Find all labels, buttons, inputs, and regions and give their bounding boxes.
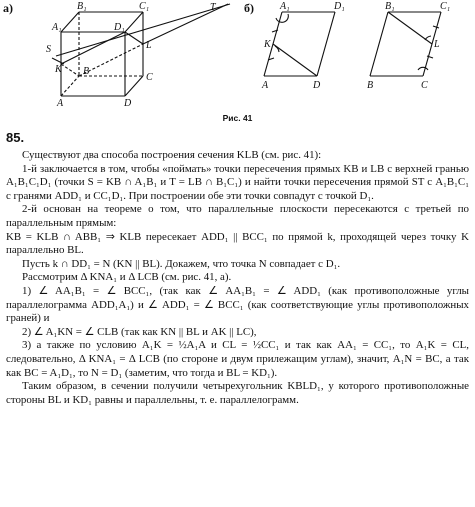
label-b-c: C: [421, 80, 428, 91]
paragraph: 3) а также по условию A₁K = ½A₁A и CL = ½CC₁ и так как AA₁ = CC₁, то A₁K = CL, следовательно, Δ KNA₁ = Δ LCB (по стороне и двум прилежащим углам), значит, A₁N = BC, а так как BC = A₁D₁, то N = D₁ (заметим, что тогда и BL = KD₁).: [6, 339, 469, 379]
b-angle-l: [425, 36, 431, 40]
figure-41: [0, 0, 475, 112]
b-left-kd: [273, 44, 317, 76]
paragraph: 2-й основан на теореме о том, что параллельные плоскости пересекаются с третьей по параллельным прямым:: [6, 203, 469, 229]
panel-b-label: б): [244, 1, 254, 15]
label-a-k: K: [55, 64, 62, 75]
label-a-b: B: [83, 66, 90, 77]
label-b-c1: C₁: [440, 1, 451, 12]
label-b-d1: D₁: [334, 1, 345, 12]
label-b-d: D: [313, 80, 321, 91]
label-a-l: L: [146, 40, 152, 51]
b-right-side-b: [370, 12, 388, 76]
label-b-b1: B₁: [385, 1, 395, 12]
label-a-d: D: [124, 98, 132, 109]
label-b-a1: A₁: [280, 1, 290, 12]
b-tick-3: [433, 26, 439, 28]
label-a-b1: B₁: [77, 1, 87, 12]
b-angle-c: [418, 67, 428, 70]
label-a-c1: C₁: [139, 1, 150, 12]
line-kd1: [61, 32, 125, 64]
label-a-d1: D₁: [114, 22, 125, 33]
paragraph: Рассмотрим Δ KNA₁ и Δ LCB (см. рис. 41, а).: [22, 271, 232, 284]
paragraph: 1-й заключается в том, чтобы «поймать» точки пересечения прямых KB и LB с верхней гранью A₁B₁C₁D₁ (точки S = KB ∩ A₁B₁ и T = LB ∩ B₁C₁) и найти точки пересечения прямой ST с A₁B₁C₁ с гранями ADD₁ и CC₁D₁. При построении обе эти точки совпадут с точкой D₁.: [6, 162, 469, 202]
paragraph: 2) ∠ A₁KN = ∠ CLB (так как KN || BL и AK || LC),: [22, 325, 257, 338]
label-b-a: A: [262, 80, 269, 91]
line-kb: [61, 64, 79, 76]
b-angle-a1: [276, 14, 288, 22]
problem-number: 85.: [6, 130, 25, 145]
panel-a-label: а): [3, 1, 13, 15]
label-a-c: C: [146, 72, 153, 83]
paragraph: Таким образом, в сечении получили четырехугольник KBLD₁, у которого противоположные стороны BL и KD₁ равны и параллельны, т. е. параллелограмм.: [6, 380, 469, 406]
b-angle-k: [275, 46, 279, 52]
label-a-a: A: [57, 98, 64, 109]
paragraph: KB = KLB ∩ ABB₁ ⇒ KLB пересекает ADD₁ || BCC₁ по прямой k, проходящей через точку K параллельно BL.: [6, 230, 469, 257]
label-a-t: T: [210, 2, 216, 13]
edge-d1c1: [125, 12, 143, 32]
edge-ab-hidden: [61, 76, 79, 96]
paragraph: Существуют два способа построения сечения KLB (см. рис. 41):: [22, 149, 322, 161]
paragraph: Пусть k ∩ DD₁ = N (KN || BL). Докажем, что точка N совпадает с D₁.: [22, 257, 341, 270]
label-a-a1: A₁: [52, 22, 62, 33]
edge-dc: [125, 76, 143, 96]
figure-drawing: [0, 0, 475, 112]
solution-text: [6, 149, 469, 407]
b-left-side-d: [317, 12, 335, 76]
label-b-k: K: [264, 39, 271, 50]
label-b-l: L: [434, 39, 440, 50]
figure-caption: Рис. 41: [222, 113, 253, 123]
label-b-b: B: [367, 80, 374, 91]
paragraph: 1) ∠ AA₁B₁ = ∠ BCC₁, (так как ∠ AA₁B₁ = ∠ ADD₁ (как противоположные углы параллелограмма ADD₁A₁) и ∠ ADD₁ = ∠ BCC₁ (как соответствующие углы противоположных граней) и: [6, 284, 469, 325]
label-a-s: S: [46, 44, 51, 55]
edge-a1b1: [61, 12, 79, 32]
line-d1l: [125, 32, 143, 44]
